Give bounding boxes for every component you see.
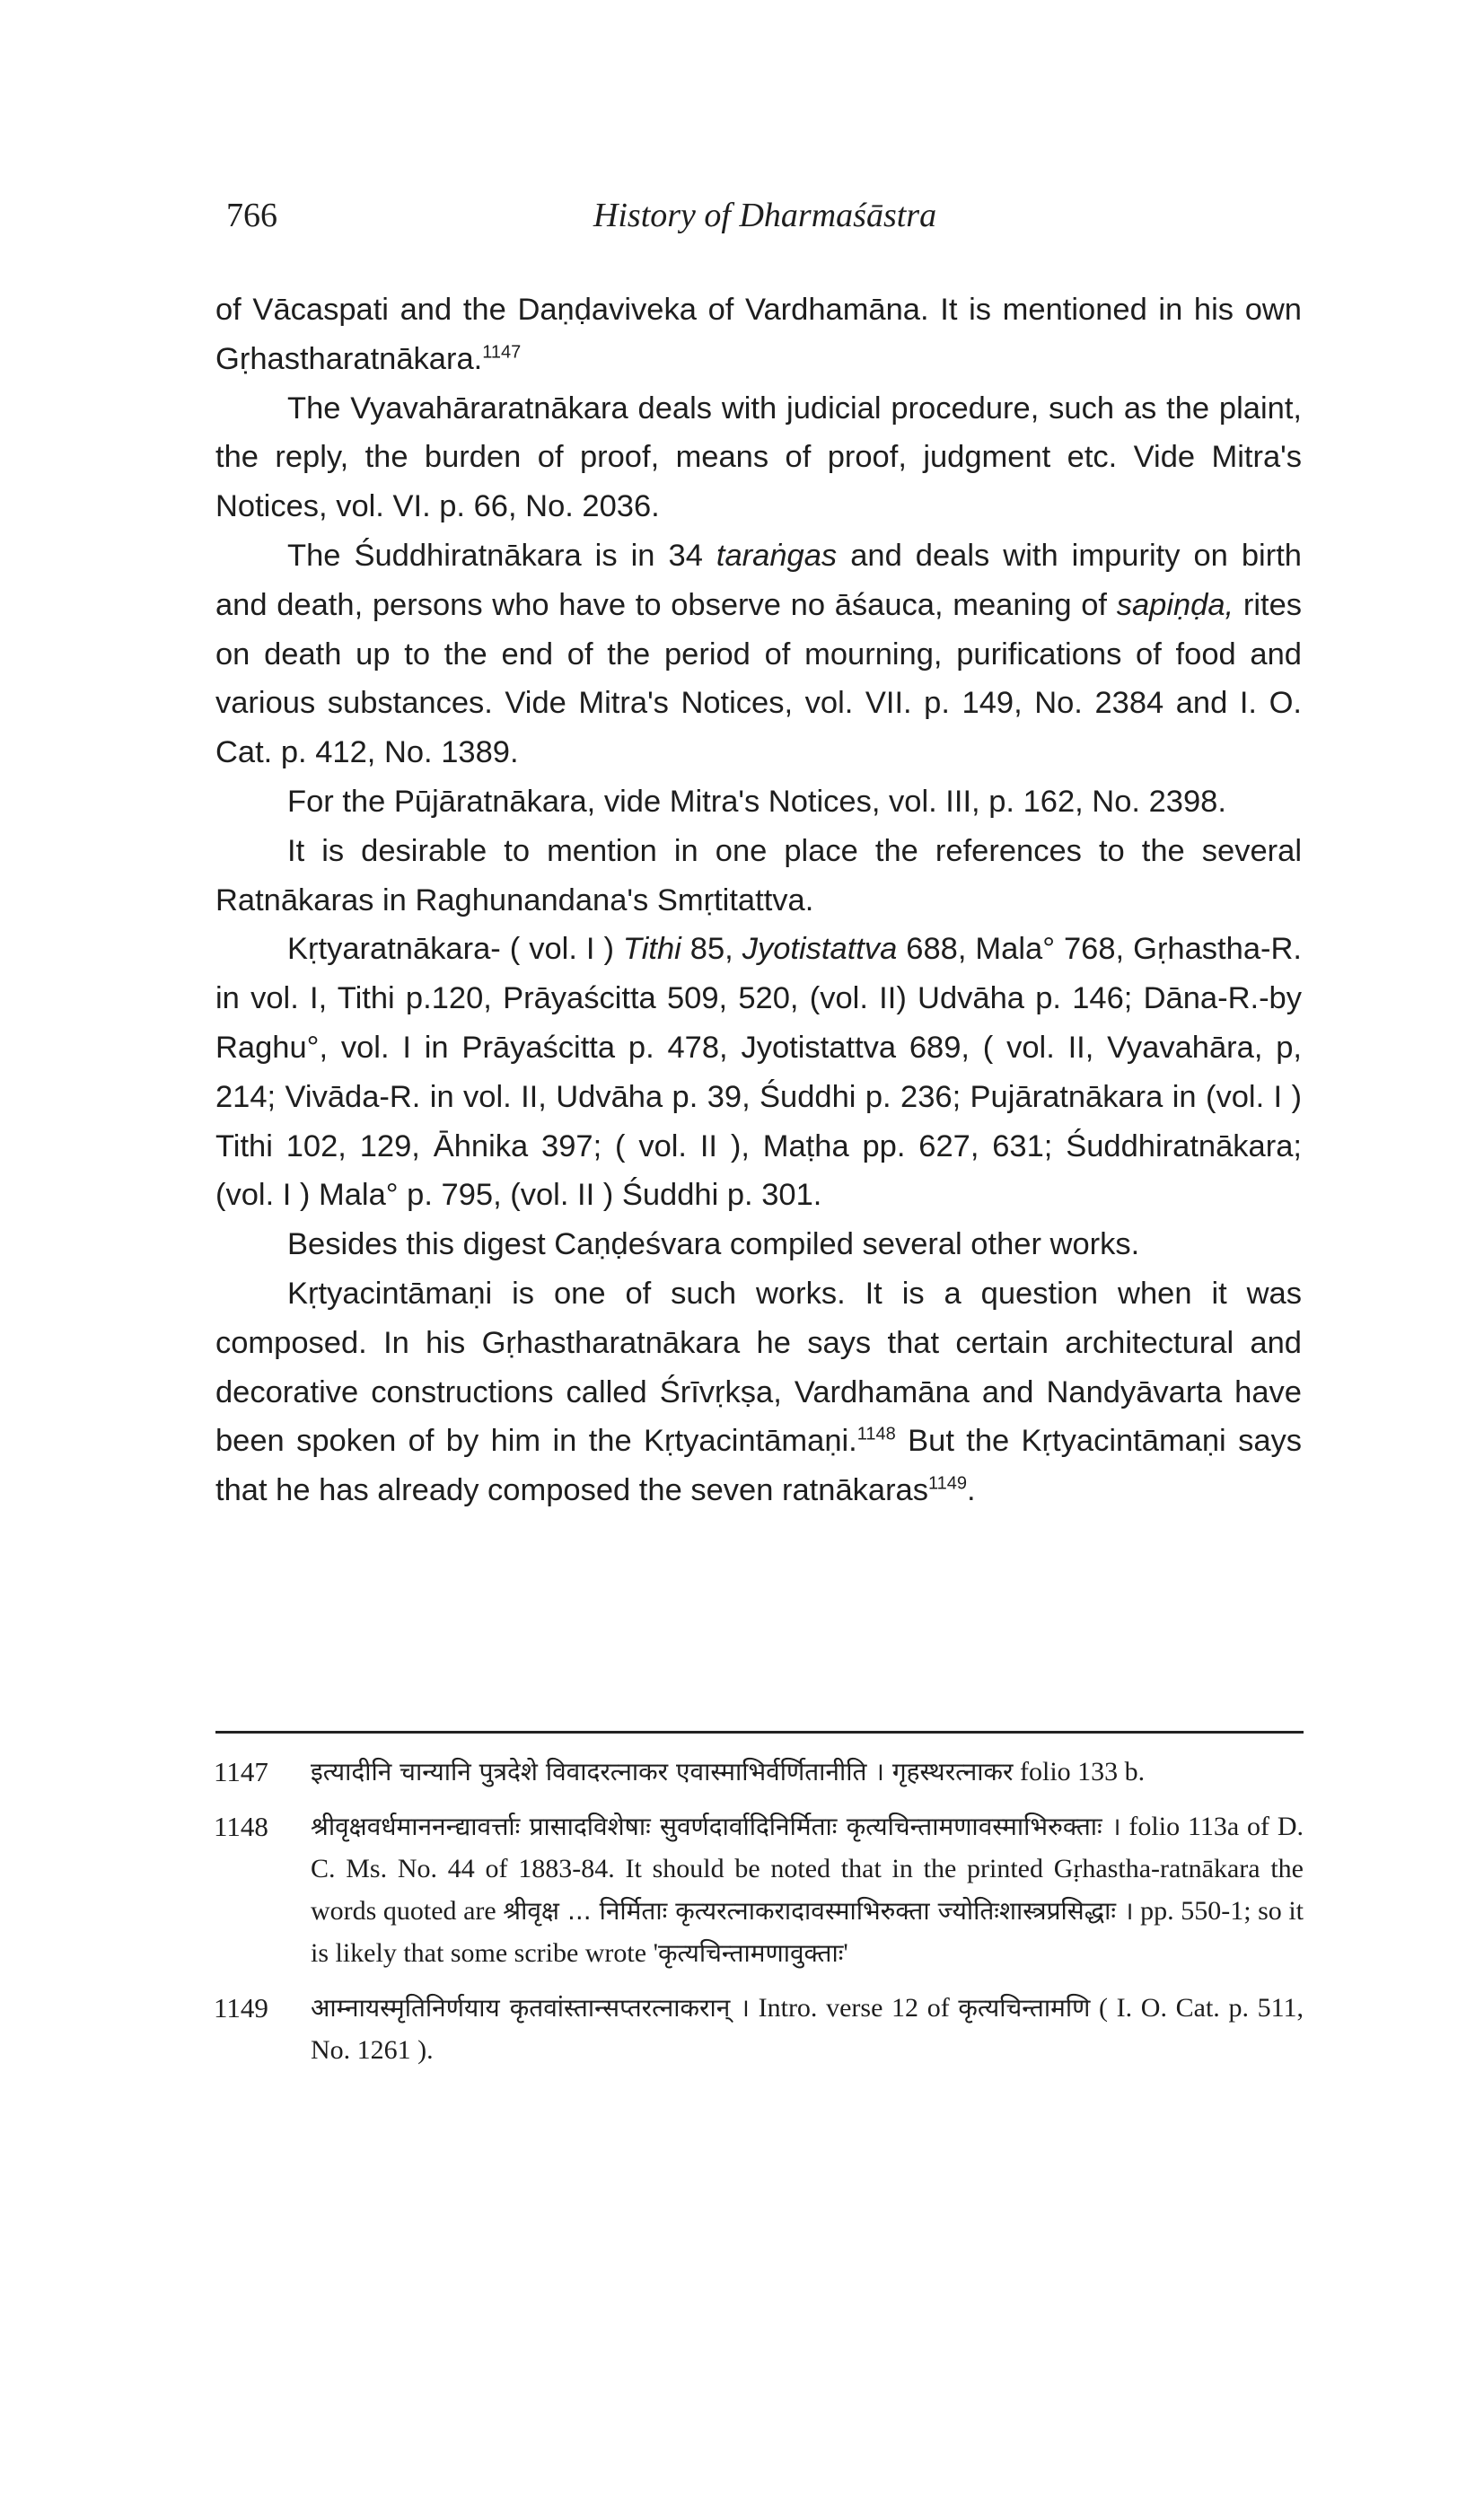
text-run: folio 133 b.	[1013, 1757, 1146, 1787]
text-run: Intro. verse 12 of	[749, 1993, 959, 2023]
text-run: Besides this digest Caṇḍeśvara compiled several other works.	[287, 1227, 1140, 1262]
sanskrit-text: आम्नायस्मृतिनिर्णयाय कृतवांस्तान्सप्तरत्नाकरान् ।	[311, 1993, 750, 2023]
footnote-divider	[215, 1731, 1304, 1734]
text-run: folio 113a of D. C. Ms. No. 44 of 1883-84. It should be noted that in the printed Gṛhastha-ratnākara the words quoted are	[311, 1812, 1304, 1926]
text-run: Kṛtyacintāmaṇi is one of such works. It is a question when it was composed. In his Gṛhastharatnākara he says that certain architectural and decorative constructions called Śrīvṛkṣa, Vardhamāna and Nandyāvarta have been spoken of by him in the Kṛtyacintāmaṇi.	[215, 1276, 1302, 1459]
sanskrit-text: श्रीवृक्ष ... निर्मिताः कृत्यरत्नाकरादावस्माभिरुक्ता ज्योतिःशास्त्रप्रसिद्धाः ।	[503, 1896, 1134, 1926]
footnote	[214, 1987, 1304, 2071]
text-run: 85,	[681, 932, 742, 967]
body-text	[215, 285, 1302, 1515]
running-title: History of Dharmaśāstra	[593, 197, 937, 234]
text-run: and deals with impurity on birth and death, persons who have to observe no āśauca, meaning of	[215, 538, 1302, 622]
footnote-number: 1147	[214, 1756, 268, 1787]
page-number: 766	[226, 197, 277, 234]
paragraph	[215, 384, 1302, 531]
paragraph	[215, 1220, 1302, 1269]
italic-term: Jyotistattva	[742, 932, 898, 967]
text-run: It is desirable to mention in one place the references to the several Ratnākaras in Raghunandana's Smṛtitattva.	[215, 833, 1302, 917]
footnote-reference: 1148	[856, 1424, 896, 1444]
text-run: .	[967, 1473, 976, 1508]
text-run: rites on death up to the end of the period of mourning, purifications of food and various substances. Vide Mitra's Notices, vol. VII. p. 149, No. 2384 and I. O. Cat. p. 412, No. 1389.	[215, 587, 1303, 770]
footnote	[214, 1805, 1304, 1974]
page-header	[226, 196, 1295, 250]
sanskrit-text: श्रीवृक्षवर्धमाननन्द्यावर्त्ताः प्रासादविशेषाः सुवर्णदार्वादिनिर्मिताः कृत्यचिन्तामणावस्माभिरुक्ताः ।	[311, 1812, 1121, 1841]
text-run: The Śuddhiratnākara is in 34	[287, 538, 716, 573]
paragraph	[215, 1269, 1302, 1515]
paragraph	[215, 777, 1302, 827]
text-run: ( I. O. Cat. p. 511, No. 1261 ).	[311, 1993, 1304, 2065]
paragraph	[215, 531, 1302, 777]
footnote-text	[311, 1987, 1304, 2071]
text-run: 688, Mala° 768, Gṛhastha-R. in vol. I, Tithi p.120, Prāyaścitta 509, 520, (vol. II) Udvāha p. 146; Dāna-R.-by Raghu°, vol. I in Prāyaścitta p. 478, Jyotistattva 689, ( vol. II, Vyavahāra, p, 214; Vivāda-R. in vol. II, Udvāha p. 39, Śuddhi p. 236; Pujāratnākara in (vol. I ) Tithi 102, 129, Āhnika 397; ( vol. II ), Maṭha pp. 627, 631; Śuddhiratnākara; (vol. I ) Mala° p. 795, (vol. II ) Śuddhi p. 301.	[215, 932, 1303, 1213]
footnote-reference: 1149	[928, 1473, 968, 1494]
italic-term: Tithi	[622, 932, 681, 967]
footnote	[214, 1751, 1304, 1793]
italic-term: sapiṇḍa,	[1116, 587, 1234, 622]
text-run: For the Pūjāratnākara, vide Mitra's Notices, vol. III, p. 162, No. 2398.	[287, 784, 1226, 819]
text-run: pp. 550-1; so it is likely that some scribe wrote '	[311, 1896, 1304, 1968]
italic-term: taraṅgas	[716, 538, 838, 573]
sanskrit-text: कृत्यचिन्तामणि	[958, 1993, 1091, 2023]
text-run: Kṛtyaratnākara- ( vol. I )	[287, 932, 623, 967]
sanskrit-text: कृत्यचिन्तामणावुक्ताः	[657, 1938, 844, 1968]
paragraph	[215, 925, 1302, 1220]
paragraph	[215, 827, 1302, 926]
footnote-reference: 1147	[482, 342, 522, 363]
text-run: '	[843, 1938, 848, 1968]
footnote-number: 1148	[214, 1811, 268, 1842]
footnote-text	[311, 1805, 1304, 1974]
text-run: of Vācaspati and the Daṇḍaviveka of Vardhamāna. It is mentioned in his own Gṛhastharatnākara.	[215, 293, 1302, 376]
sanskrit-text: इत्यादीनि चान्यानि पुत्रदेशे विवादरत्नाकर एवास्माभिर्वर्णितानीति । गृहस्थरत्नाकर	[311, 1757, 1014, 1787]
footnote-number: 1149	[214, 1992, 268, 2024]
paragraph	[215, 285, 1302, 384]
footnote-text	[311, 1751, 1304, 1793]
text-run: But the Kṛtyacintāmaṇi says that he has already composed the seven ratnākaras	[215, 1424, 1303, 1508]
text-run: The Vyavahāraratnākara deals with judicial procedure, such as the plaint, the reply, the burden of proof, means of proof, judgment etc. Vide Mitra's Notices, vol. VI. p. 66, No. 2036.	[215, 391, 1302, 524]
footnotes	[214, 1751, 1304, 2084]
